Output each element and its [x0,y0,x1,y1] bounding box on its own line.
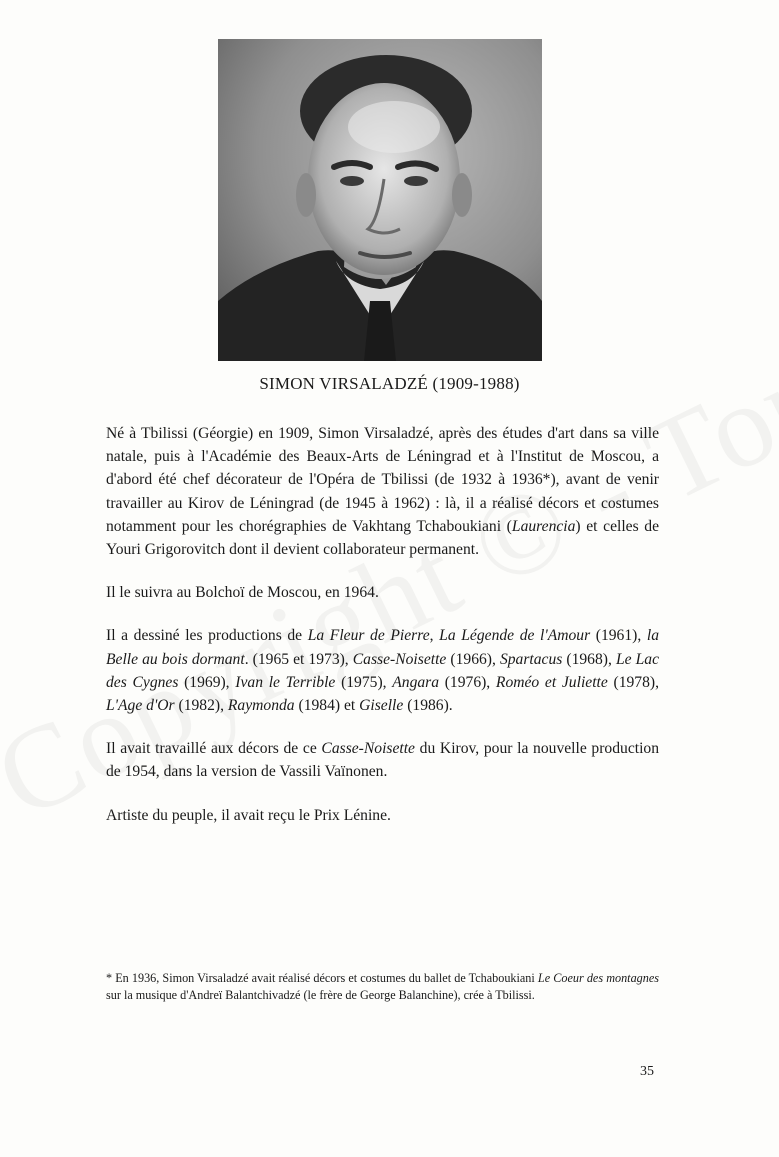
italic-title: Laurencia [511,517,576,535]
italic-title: Le Coeur des montagnes [537,971,660,985]
photo-caption: SIMON VIRSALADZÉ (1909-1988) [259,374,520,393]
text-run: (1966), [446,650,500,668]
text-run: Artiste du peuple, il avait reçu le Prix Lénine. [106,806,391,824]
paragraph-2 [106,581,659,604]
text-run: Il le suivra au Bolchoï de Moscou, en 1964. [106,584,379,602]
italic-title: Giselle [359,697,404,715]
text-run: (1986). [403,697,453,715]
paragraph-5 [106,804,659,827]
text-run: Né à Tbilissi (Géorgie) en 1909, Simon Virsaladzé, après des études d'art dans sa ville natale, puis à l'Académie des Beaux-Arts de Léningrad et à l'Institut de Moscou, a d'abord été chef décorateur de l'Opéra de Tbilissi (de 1932 à 1936*), avant de venir travailler au Kirov de Léningrad (de 1945 à 1962) : là, il a réalisé décors et costumes notamment pour les chorégraphies de Vakhtang Tchaboukiani ( [106,425,659,535]
text-run: (1982), [174,697,228,715]
page-number: 35 [640,1064,654,1079]
paragraph-1 [106,422,659,561]
text-run: (1976), [439,673,496,691]
text-run: , [429,627,440,645]
text-run: * En 1936, Simon Virsaladzé avait réalisé décors et costumes du ballet de Tchaboukiani [106,971,538,985]
italic-title: Casse-Noisette [321,740,415,758]
text-run: (1961), [590,627,647,645]
italic-title: Casse-Noisette [352,650,447,668]
biography-text [106,422,659,827]
italic-title: Angara [392,673,440,691]
text-run: . (1965 et 1973), [244,650,353,668]
text-run: (1975), [335,673,393,691]
text-run: sur la musique d'Andreï Balantchivadzé (le frère de George Balanchine), crée à Tbilissi. [106,988,535,1002]
italic-title: Raymonda [227,697,295,715]
italic-title: Roméo et Juliette [495,673,608,691]
text-run: Il a dessiné les productions de [106,627,308,645]
italic-title: La Fleur de Pierre [307,627,430,645]
text-run: (1969), [178,673,236,691]
text-run: (1978), [607,673,659,691]
portrait-image [218,39,542,361]
paragraph-4 [106,737,659,783]
italic-title: L'Age d'Or [106,697,175,715]
italic-title: Spartacus [499,650,563,668]
text-run: (1968), [562,650,616,668]
footnote [106,970,659,1004]
italic-title: Le Lac des Cygnes [106,650,659,691]
italic-title: La Légende de l'Amour [439,627,591,645]
text-run: (1984) et [294,697,360,715]
portrait-photo [218,39,542,361]
italic-title: Ivan le Terrible [235,673,336,691]
italic-title: la Belle au bois dormant [106,627,659,668]
text-run: du Kirov, pour la nouvelle production de 1954, dans la version de Vassili Vaïnonen. [106,740,659,781]
text-run: ) et celles de Youri Grigorovitch dont il devient collaborateur permanent. [106,517,660,559]
text-run: Il avait travaillé aux décors de ce [106,740,322,758]
paragraph-3 [106,624,659,717]
